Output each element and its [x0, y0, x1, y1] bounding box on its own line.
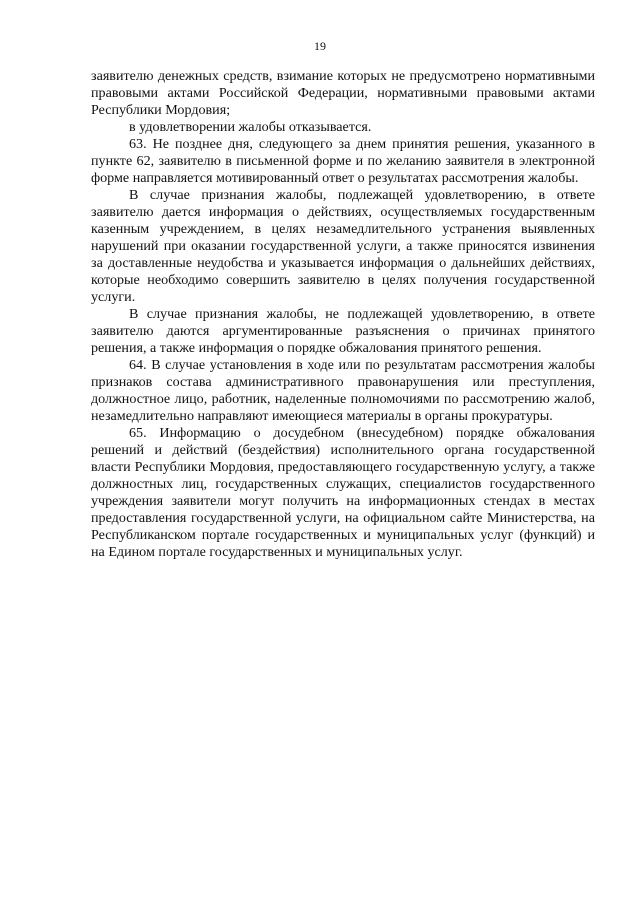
paragraph-continuation: заявителю денежных средств, взимание которых не предусмотрено нормативными правовыми актами Российской Федерации, нормативными правовыми актами Республики Мордовия;	[91, 68, 595, 118]
paragraph-complaint-satisfied: В случае признания жалобы, подлежащей удовлетворению, в ответе заявителю дается информация о действиях, осуществляемых государственным казенным учреждением, в целях незамедлительного устранения выявленных нарушений при оказании государственной услуги, а также приносятся извинения за доставленные неудобства и указывается информация о дальнейших действиях, которые необходимо совершить заявителю в целях получения государственной услуги.	[91, 187, 595, 305]
page-number: 19	[314, 39, 326, 53]
paragraph-65: 65. Информацию о досудебном (внесудебном) порядке обжалования решений и действий (бездействия) исполнительного органа государственной власти Республики Мордовия, предоставляющего государственную услугу, а также должностных лиц, государственных служащих, специалистов государственного учреждения заявители могут получить на информационных стендах в местах предоставления государственной услуги, на официальном сайте Министерства, на Республиканском портале государственных и муниципальных услуг (функций) и на Едином портале государственных и муниципальных услуг.	[91, 425, 595, 560]
document-body	[91, 68, 595, 561]
paragraph-refusal: в удовлетворении жалобы отказывается.	[129, 119, 372, 135]
paragraph-complaint-rejected: В случае признания жалобы, не подлежащей удовлетворению, в ответе заявителю даются аргументированные разъяснения о причинах принятого решения, а также информация о порядке обжалования принятого решения.	[91, 306, 595, 356]
paragraph-64: 64. В случае установления в ходе или по результатам рассмотрения жалобы признаков состава административного правонарушения или преступления, должностное лицо, работник, наделенные полномочиями по рассмотрению жалоб, незамедлительно направляют имеющиеся материалы в органы прокуратуры.	[91, 357, 595, 424]
paragraph-63: 63. Не позднее дня, следующего за днем принятия решения, указанного в пункте 62, заявителю в письменной форме и по желанию заявителя в электронной форме направляется мотивированный ответ о результатах рассмотрения жалобы.	[91, 136, 595, 186]
